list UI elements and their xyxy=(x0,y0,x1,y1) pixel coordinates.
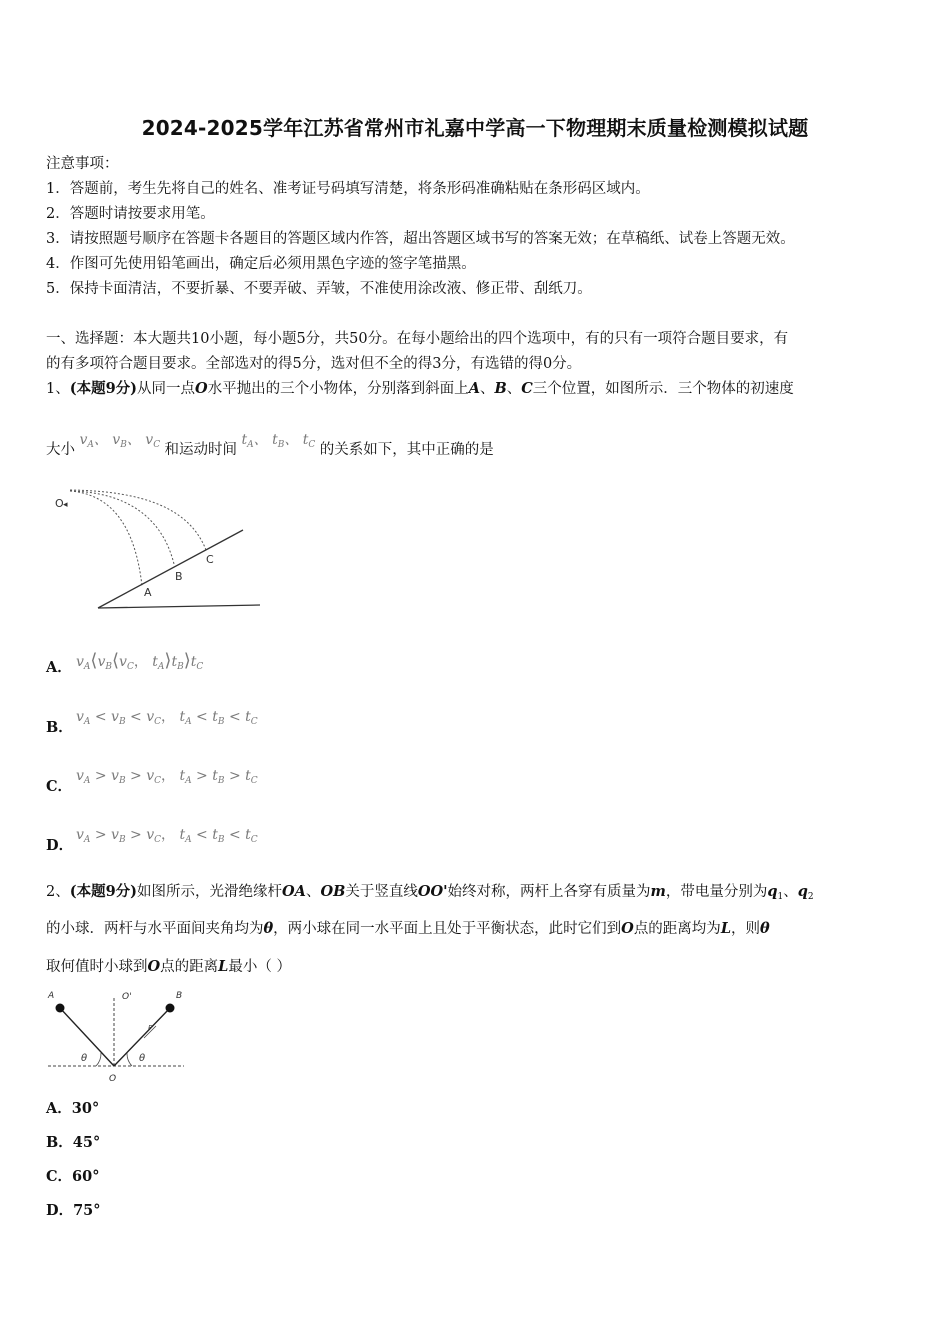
q2-text: 点的距离均为 xyxy=(633,921,721,937)
q2-sep: 、 xyxy=(783,884,798,900)
q1-trajectory-c xyxy=(70,490,206,550)
notice-item-5: 5．保持卡面清洁，不要折暴、不要弄破、弄皱，不准使用涂改液、修正带、刮纸刀。 xyxy=(46,281,592,297)
q2-angle-arc-right xyxy=(127,1053,132,1066)
notice-item-2: 2．答题时请按要求用笔。 xyxy=(46,206,215,222)
notice-item-1: 1．答题前，考生先将自己的姓名、准考证号码填写清楚，将条形码准确粘贴在条形码区域内。 xyxy=(46,181,650,197)
q2-distance-l: L xyxy=(720,920,732,937)
q2-score: (本题9分) xyxy=(69,883,138,900)
q1-option-a-label: A． xyxy=(46,659,72,676)
q2-sep: 、 xyxy=(305,884,321,900)
q2-point-o: O xyxy=(621,920,634,937)
q2-text: 最小（ ） xyxy=(228,959,291,975)
q2-line-2 xyxy=(46,917,770,938)
q2-ball-a xyxy=(56,1004,65,1013)
q2-rod-ob: OB xyxy=(320,883,346,900)
q2-text: 始终对称，两杆上各穿有质量为 xyxy=(447,884,651,900)
section-intro-line-1: 一、选择题：本大题共10小题，每小题5分，共50分。在每小题给出的四个选项中，有的只有一项符合题目要求，有 xyxy=(46,331,789,347)
q1-fig-label-b: B xyxy=(175,570,183,583)
q2-option-c xyxy=(46,1165,99,1186)
q1-point-c: C xyxy=(521,380,533,397)
q1-fig-marker: ◂ xyxy=(63,500,68,510)
q2-rod-oa: OA xyxy=(282,883,306,900)
q1-text: 大小 xyxy=(46,442,75,458)
q2-angle-arc-left xyxy=(96,1053,101,1066)
q1-point-o: O xyxy=(195,380,208,397)
q2-distance-l: L xyxy=(218,958,229,975)
q2-option-b-label: B． xyxy=(46,1134,73,1151)
q2-option-a xyxy=(46,1097,99,1118)
q1-time-symbols: $t_A$、 $t_B$、 $t_C$ xyxy=(237,432,316,450)
notice-item-4: 4．作图可先使用铅笔画出，确定后必须用黑色字迹的签字笔描黑。 xyxy=(46,256,476,272)
q2-line-3 xyxy=(46,955,291,976)
q1-velocity-symbols: $v_A$、 $v_B$、 $v_C$ xyxy=(75,432,161,450)
q2-option-b xyxy=(46,1131,100,1152)
q1-text: 从同一点 xyxy=(137,381,196,397)
q1-ground xyxy=(98,605,260,608)
q1-option-a-math: $v_A⟨v_B⟨v_C$， $t_A⟩t_B⟩t_C$ xyxy=(76,650,204,672)
q2-option-a-label: A． xyxy=(46,1100,72,1117)
q2-theta: θ xyxy=(263,920,274,937)
page-title: 2024-2025学年江苏省常州市礼嘉中学高一下物理期末质量检测模拟试题 xyxy=(141,116,809,140)
q2-fig-theta-left: θ xyxy=(81,1053,88,1064)
q2-text: ，带电量分别为 xyxy=(665,884,768,900)
q1-point-a: A xyxy=(468,380,480,397)
notice-heading: 注意事项： xyxy=(46,156,119,172)
q1-option-b-math: $v_A < v_B < v_C$， $t_A < t_B < t_C$ xyxy=(76,709,258,727)
q1-text: 和运动时间 xyxy=(164,442,238,458)
q1-option-c-math: $v_A > v_B > v_C$， $t_A > t_B > t_C$ xyxy=(76,768,258,786)
q1-point-b: B xyxy=(494,380,507,397)
q2-fig-label-f: F xyxy=(148,1024,153,1032)
q2-option-c-label: C． xyxy=(46,1168,73,1185)
q2-point-o: O xyxy=(147,958,161,975)
q1-projectile-figure xyxy=(50,484,265,614)
q1-text: 的关系如下，其中正确的是 xyxy=(319,442,494,458)
q2-fig-theta-right: θ xyxy=(139,1053,146,1064)
q2-ball-b xyxy=(166,1004,175,1013)
q2-fig-label-oprime: O' xyxy=(122,992,132,1002)
notice-item-3: 3．请按照题号顺序在答题卡各题目的答题区域内作答，超出答题区域书写的答案无效；在草稿纸、试卷上答题无效。 xyxy=(46,231,795,247)
q1-option-b-label: B． xyxy=(46,719,73,736)
q2-charge-1: q xyxy=(767,883,778,900)
q1-trajectory-b xyxy=(70,491,174,564)
q2-text: 的小球．两杆与水平面间夹角均为 xyxy=(46,921,264,937)
q2-option-c-value: 60° xyxy=(72,1168,100,1185)
q2-charge-1-sub: 1 xyxy=(777,892,784,902)
q2-text: 取何值时小球到 xyxy=(46,959,148,975)
q2-charge-2-sub: 2 xyxy=(807,892,814,902)
q2-option-b-value: 45° xyxy=(72,1134,101,1151)
q2-option-a-value: 30° xyxy=(71,1100,100,1117)
q2-theta: θ xyxy=(760,920,770,937)
q1-fig-label-o: O xyxy=(55,497,64,510)
q1-number: 1、 xyxy=(46,381,70,397)
q1-sep: 、 xyxy=(506,381,522,397)
q2-text: 关于竖直线 xyxy=(345,884,418,900)
q1-option-d-math: $v_A > v_B > v_C$， $t_A < t_B < t_C$ xyxy=(76,827,258,845)
q2-option-d-value: 75° xyxy=(73,1202,101,1219)
q1-incline xyxy=(98,530,243,608)
q1-fig-label-c: C xyxy=(206,553,214,566)
q2-text: ，则 xyxy=(731,921,761,937)
q1-line-2 xyxy=(46,432,494,460)
q1-score: (本题9分) xyxy=(69,380,138,397)
q2-text: ，两小球在同一水平面上且处于平衡状态，此时它们到 xyxy=(273,921,622,937)
q2-mass: m xyxy=(650,883,666,900)
q1-text: 三个位置，如图所示．三个物体的初速度 xyxy=(532,381,794,397)
q2-charge-2: q xyxy=(797,883,808,900)
q2-fig-label-o: O xyxy=(109,1074,117,1084)
q1-option-c-label: C． xyxy=(46,778,73,795)
q1-text: 水平抛出的三个小物体，分别落到斜面上 xyxy=(207,381,469,397)
q2-axis-oo: OO' xyxy=(417,883,448,900)
q1-trajectory-a xyxy=(70,491,142,586)
q2-option-d xyxy=(46,1199,101,1220)
q1-line-1 xyxy=(46,377,794,398)
q2-number: 2、 xyxy=(46,884,70,900)
q2-option-d-label: D． xyxy=(46,1202,74,1219)
q2-rods-figure xyxy=(44,986,189,1086)
q1-sep: 、 xyxy=(479,381,495,397)
q1-option-d-label: D． xyxy=(46,837,74,854)
q2-fig-label-a: A xyxy=(48,991,55,1001)
q2-fig-label-b: B xyxy=(176,991,183,1001)
q2-line-1 xyxy=(46,880,814,902)
section-intro-line-2: 的有多项符合题目要求。全部选对的得5分，选对但不全的得3分，有选错的得0分。 xyxy=(46,356,582,372)
q2-text: 如图所示，光滑绝缘杆 xyxy=(137,884,283,900)
q2-text: 点的距离 xyxy=(160,959,219,975)
q1-fig-label-a: A xyxy=(144,586,152,599)
